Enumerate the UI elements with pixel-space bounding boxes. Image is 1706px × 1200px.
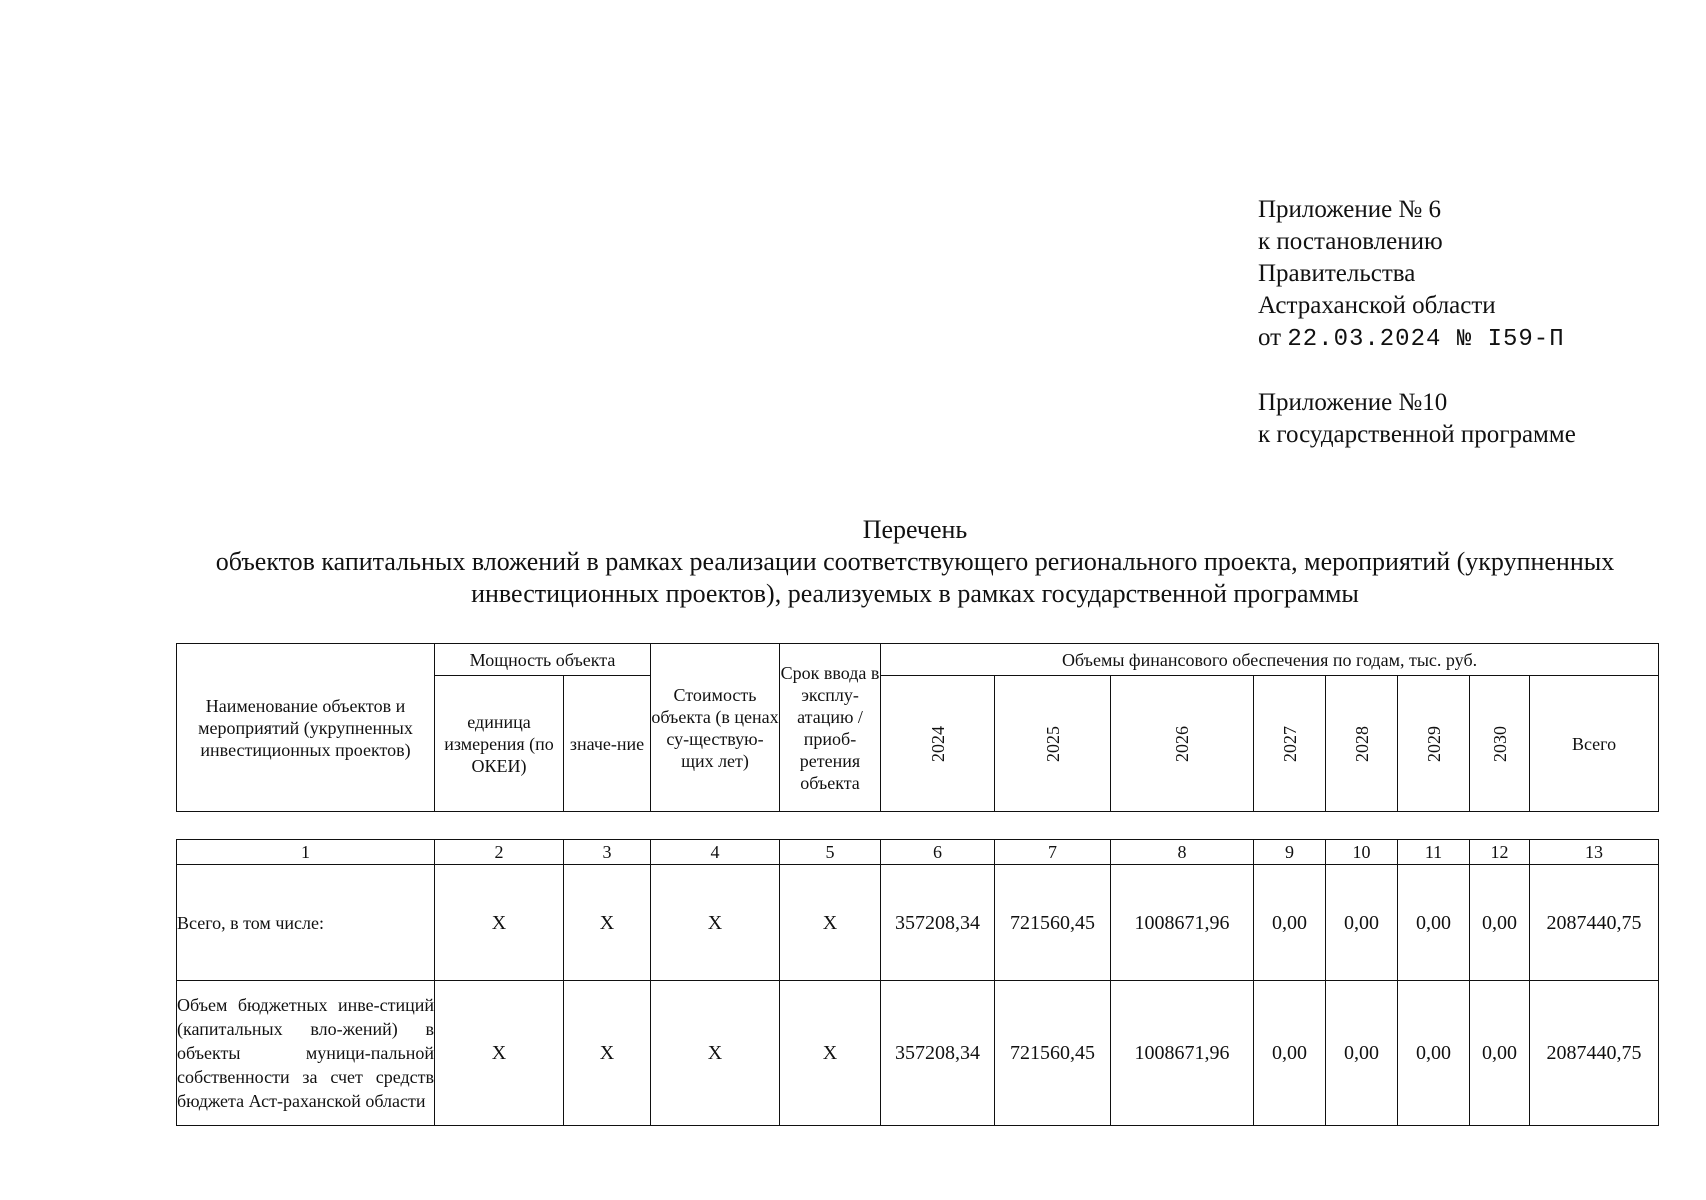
header-year-2025 [995, 676, 1111, 812]
col-number: 8 [1111, 840, 1254, 865]
header-funding-group: Объемы финансового обеспечения по годам, тыс. руб. [881, 644, 1659, 676]
header-capacity-group: Мощность объекта [435, 644, 651, 676]
header-year-2024 [881, 676, 995, 812]
row-name: Всего, в том числе: [177, 865, 435, 981]
row-total: 2087440,75 [1530, 981, 1659, 1126]
decree-line-region: Астраханской области [1258, 292, 1496, 319]
header-year-2027 [1254, 676, 1326, 812]
data-table [176, 839, 1659, 1126]
header-value-col: значе-ние [564, 676, 651, 812]
header-year-2030 [1470, 676, 1530, 812]
title-line-1: объектов капитальных вложений в рамках реализации соответствующего регионального проекта, мероприятий (укрупненных [215, 547, 1615, 576]
col-number: 4 [651, 840, 780, 865]
col-number: 3 [564, 840, 651, 865]
title-heading: Перечень [862, 515, 968, 544]
row-name: Объем бюджетных инве-стиций (капитальных вло-жений) в объекты муници-пальной собственности за счет средств бюджета Аст-раханской области [177, 981, 435, 1126]
col-number: 10 [1326, 840, 1398, 865]
year-label: 2028 [1351, 725, 1372, 762]
row-cost: Х [651, 865, 780, 981]
row-term: Х [780, 981, 881, 1126]
row-2024: 357208,34 [881, 865, 995, 981]
col-number: 7 [995, 840, 1111, 865]
program-appendix-block [1258, 387, 1576, 451]
row-total: 2087440,75 [1530, 865, 1659, 981]
table-row [177, 865, 1659, 981]
title-line-2: инвестиционных проектов), реализуемых в рамках государственной программы [471, 579, 1359, 608]
decree-approval-block [1258, 194, 1565, 356]
header-term-col: Срок ввода в эксплу-атацию / приоб-ретения объекта [780, 644, 881, 812]
row-unit: Х [435, 981, 564, 1126]
col-number: 2 [435, 840, 564, 865]
col-number: 1 [177, 840, 435, 865]
decree-line-appendix: Приложение № 6 [1258, 196, 1442, 223]
header-name-col: Наименование объектов и мероприятий (укрупненных инвестиционных проектов) [177, 644, 435, 812]
col-number: 6 [881, 840, 995, 865]
header-year-2028 [1326, 676, 1398, 812]
col-number: 11 [1398, 840, 1470, 865]
header-total-col: Всего [1530, 676, 1659, 812]
row-unit: Х [435, 865, 564, 981]
row-2029: 0,00 [1398, 865, 1470, 981]
col-number: 9 [1254, 840, 1326, 865]
header-year-2029 [1398, 676, 1470, 812]
row-2028: 0,00 [1326, 981, 1398, 1126]
row-2029: 0,00 [1398, 981, 1470, 1126]
row-2024: 357208,34 [881, 981, 995, 1126]
row-2030: 0,00 [1470, 981, 1530, 1126]
row-value: Х [564, 865, 651, 981]
year-label: 2030 [1489, 725, 1510, 762]
row-value: Х [564, 981, 651, 1126]
decree-date-prefix: от [1258, 324, 1282, 351]
col-number: 5 [780, 840, 881, 865]
year-label: 2026 [1172, 725, 1192, 762]
column-number-row [177, 840, 1659, 865]
row-term: Х [780, 865, 881, 981]
row-2026: 1008671,96 [1111, 865, 1254, 981]
col-number: 12 [1470, 840, 1530, 865]
decree-line-to-resolution: к постановлению [1258, 228, 1443, 255]
year-label: 2025 [1042, 725, 1063, 762]
program-appendix-line: Приложение №10 [1258, 389, 1448, 416]
header-unit-col: единица измерения (по ОКЕИ) [435, 676, 564, 812]
header-year-2026 [1111, 676, 1254, 812]
row-cost: Х [651, 981, 780, 1126]
table-row [177, 981, 1659, 1126]
decree-date-line [1258, 322, 1565, 356]
col-number: 13 [1530, 840, 1659, 865]
row-2026: 1008671,96 [1111, 981, 1254, 1126]
row-2025: 721560,45 [995, 865, 1111, 981]
header-cost-col: Стоимость объекта (в ценах су-ществую-щих лет) [651, 644, 780, 812]
table-header [176, 643, 1659, 812]
row-2025: 721560,45 [995, 981, 1111, 1126]
decree-line-government: Правительства [1258, 260, 1416, 287]
row-2030: 0,00 [1470, 865, 1530, 981]
row-2027: 0,00 [1254, 981, 1326, 1126]
row-2028: 0,00 [1326, 865, 1398, 981]
year-label: 2024 [927, 725, 948, 762]
document-title [140, 514, 1690, 610]
row-2027: 0,00 [1254, 865, 1326, 981]
year-label: 2027 [1279, 725, 1300, 762]
program-appendix-subline: к государственной программе [1258, 421, 1576, 448]
year-label: 2029 [1423, 725, 1444, 762]
decree-date-number: 22.03.2024 № I59-П [1287, 326, 1565, 353]
